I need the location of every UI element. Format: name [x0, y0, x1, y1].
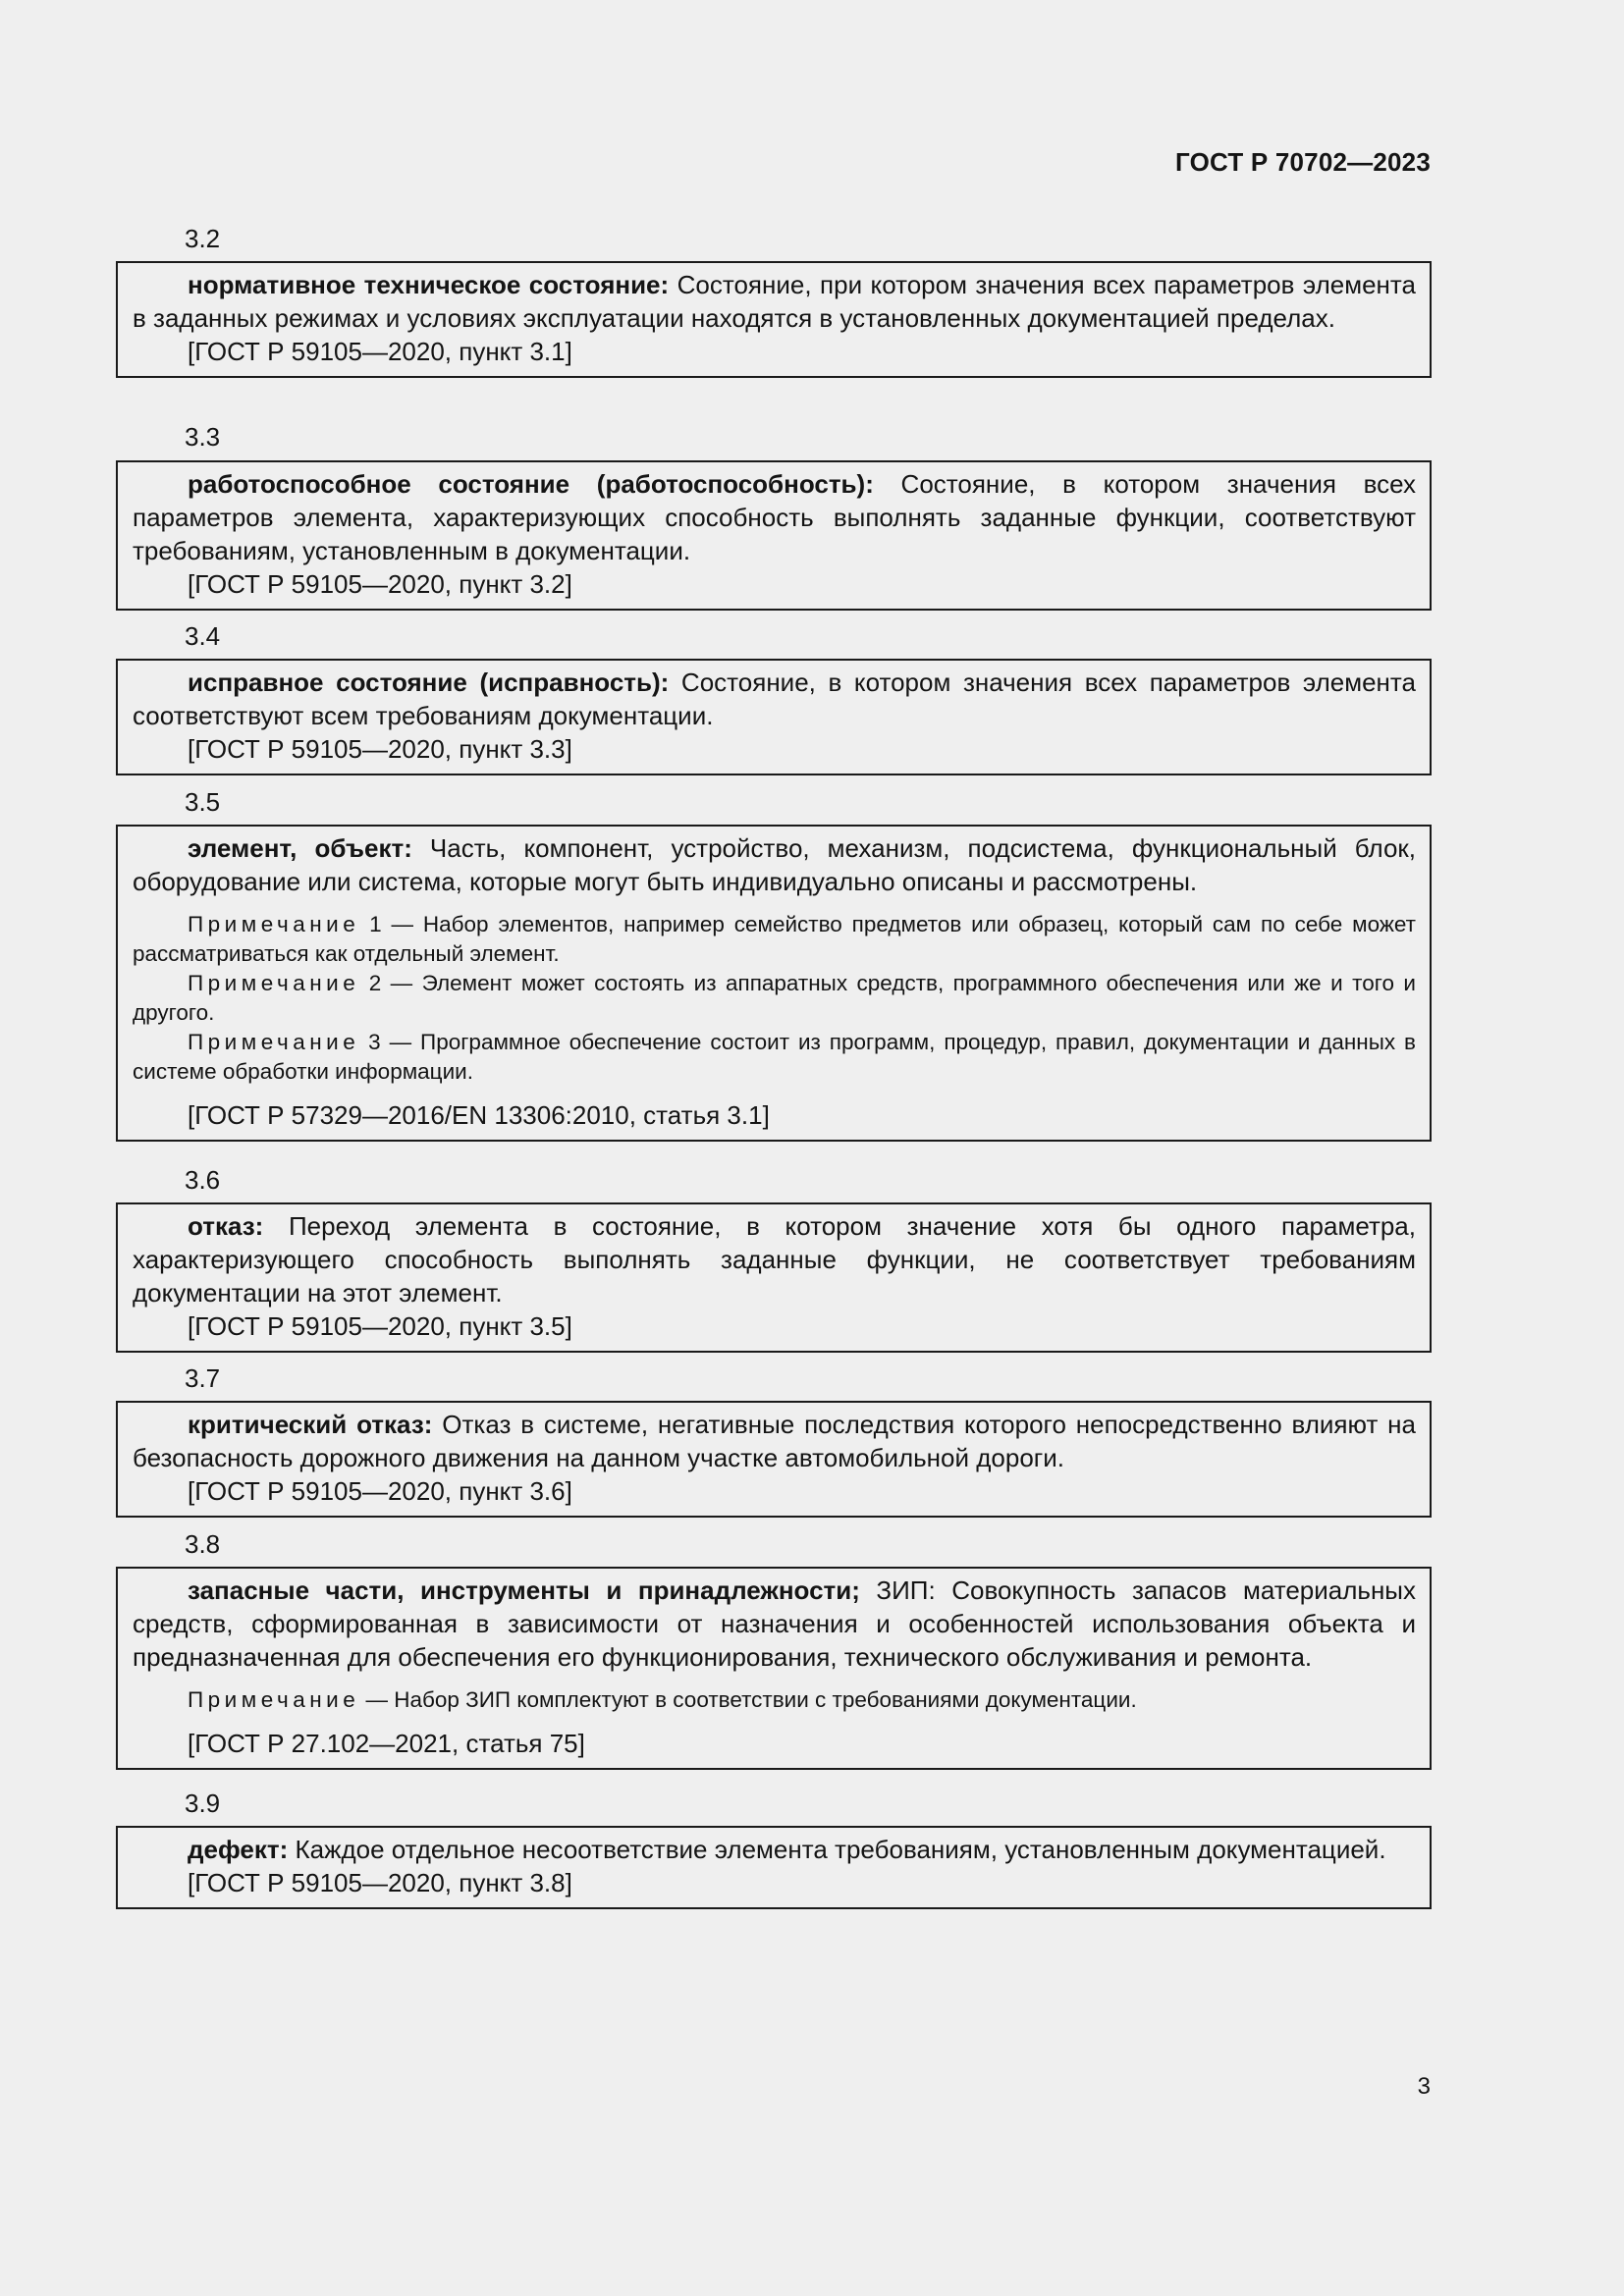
- page-number: 3: [1417, 2073, 1431, 2100]
- term-source: [ГОСТ Р 57329—2016/EN 13306:2010, статья 3.1]: [188, 1100, 770, 1130]
- term-box: [116, 460, 1432, 611]
- term-title: дефект:: [188, 1835, 289, 1864]
- term-definition: [133, 1408, 1416, 1474]
- definition-text: ЗИП: Совокупность запасов материальных средств, сформированная в зависимости от назначения и особенностей использования объекта и предназначенная для обеспечения его функционирования, технического обслуживания и ремонта.: [133, 1575, 1416, 1672]
- note-text: 2 — Элемент может состоять из аппаратных средств, программного обеспечения или же и того и другого.: [133, 971, 1416, 1025]
- term-definition: [133, 268, 1416, 335]
- term-source: [ГОСТ Р 59105—2020, пункт 3.5]: [188, 1311, 572, 1341]
- definition-text: Каждое отдельное несоответствие элемента требованиям, установленным документацией.: [288, 1835, 1386, 1864]
- note: [133, 1028, 1416, 1087]
- note: [133, 910, 1416, 969]
- term-source: [ГОСТ Р 59105—2020, пункт 3.2]: [188, 569, 572, 599]
- entry-number: 3.2: [185, 224, 221, 253]
- note-text: 1 — Набор элементов, например семейство предметов или образец, который сам по себе может рассматриваться как отдельный элемент.: [133, 912, 1416, 966]
- term-box: [116, 659, 1432, 775]
- entry-number: 3.5: [185, 787, 221, 817]
- term-title: отказ:: [188, 1211, 264, 1241]
- term-box: [116, 1826, 1432, 1909]
- note: [133, 1685, 1416, 1715]
- term-definition: [133, 666, 1416, 732]
- term-definition: [133, 831, 1416, 898]
- note-label: Примечание: [188, 912, 360, 936]
- term-title: элемент, объект:: [188, 833, 412, 863]
- entry-number: 3.3: [185, 422, 221, 452]
- note-label: Примечание: [188, 1030, 360, 1054]
- term-definition: [133, 467, 1416, 567]
- term-definition: [133, 1574, 1416, 1674]
- term-box: [116, 1401, 1432, 1518]
- entry-number: 3.8: [185, 1529, 221, 1559]
- definition-text: Часть, компонент, устройство, механизм, подсистема, функциональный блок, оборудование или система, которые могут быть индивидуально описаны и рассмотрены.: [133, 833, 1417, 896]
- term-box: [116, 825, 1432, 1142]
- term-title: работоспособное состояние (работоспособность):: [188, 469, 874, 499]
- term-title: нормативное техническое состояние:: [188, 270, 670, 299]
- term-source: [ГОСТ Р 59105—2020, пункт 3.6]: [188, 1476, 572, 1506]
- note-text: — Набор ЗИП комплектуют в соответствии с требованиями документации.: [359, 1687, 1137, 1712]
- document-header: ГОСТ Р 70702—2023: [1175, 147, 1431, 177]
- definition-text: Состояние, в котором значения всех параметров элемента соответствуют всем требованиям документации.: [133, 667, 1416, 730]
- term-box: [116, 1567, 1432, 1770]
- note-text: 3 — Программное обеспечение состоит из программ, процедур, правил, документации и данных в системе обработки информации.: [133, 1030, 1416, 1084]
- term-box: [116, 1202, 1432, 1353]
- note: [133, 969, 1416, 1028]
- entry-number: 3.9: [185, 1789, 221, 1818]
- definition-text: Отказ в системе, негативные последствия которого непосредственно влияют на безопасность дорожного движения на данном участке автомобильной дороги.: [133, 1410, 1417, 1472]
- term-definition: [133, 1209, 1416, 1309]
- note-label: Примечание: [188, 1687, 360, 1712]
- definition-text: Состояние, при котором значения всех параметров элемента в заданных режимах и условиях эксплуатации находятся в установленных документацией пределах.: [133, 270, 1416, 333]
- term-title: запасные части, инструменты и принадлежности;: [188, 1575, 860, 1605]
- term-source: [ГОСТ Р 59105—2020, пункт 3.8]: [188, 1868, 572, 1897]
- notes-block: [133, 910, 1416, 1087]
- entry-number: 3.6: [185, 1165, 221, 1195]
- term-source: [ГОСТ Р 59105—2020, пункт 3.3]: [188, 734, 572, 764]
- entry-number: 3.7: [185, 1363, 221, 1393]
- notes-block: [133, 1685, 1416, 1715]
- definition-text: Переход элемента в состояние, в котором значение хотя бы одного параметра, характеризующего способность выполнять заданные функции, не соответствует требованиям документации на этот элемент.: [133, 1211, 1416, 1308]
- entry-number: 3.4: [185, 621, 221, 651]
- note-label: Примечание: [188, 971, 360, 995]
- term-source: [ГОСТ Р 59105—2020, пункт 3.1]: [188, 337, 572, 366]
- definition-text: Состояние, в котором значения всех параметров элемента, характеризующих способность выполнять заданные функции, соответствуют требованиям, установленным в документации.: [133, 469, 1417, 565]
- term-definition: [133, 1833, 1416, 1866]
- term-box: [116, 261, 1432, 378]
- term-title: исправное состояние (исправность):: [188, 667, 670, 697]
- term-title: критический отказ:: [188, 1410, 433, 1439]
- term-source: [ГОСТ Р 27.102—2021, статья 75]: [188, 1729, 585, 1758]
